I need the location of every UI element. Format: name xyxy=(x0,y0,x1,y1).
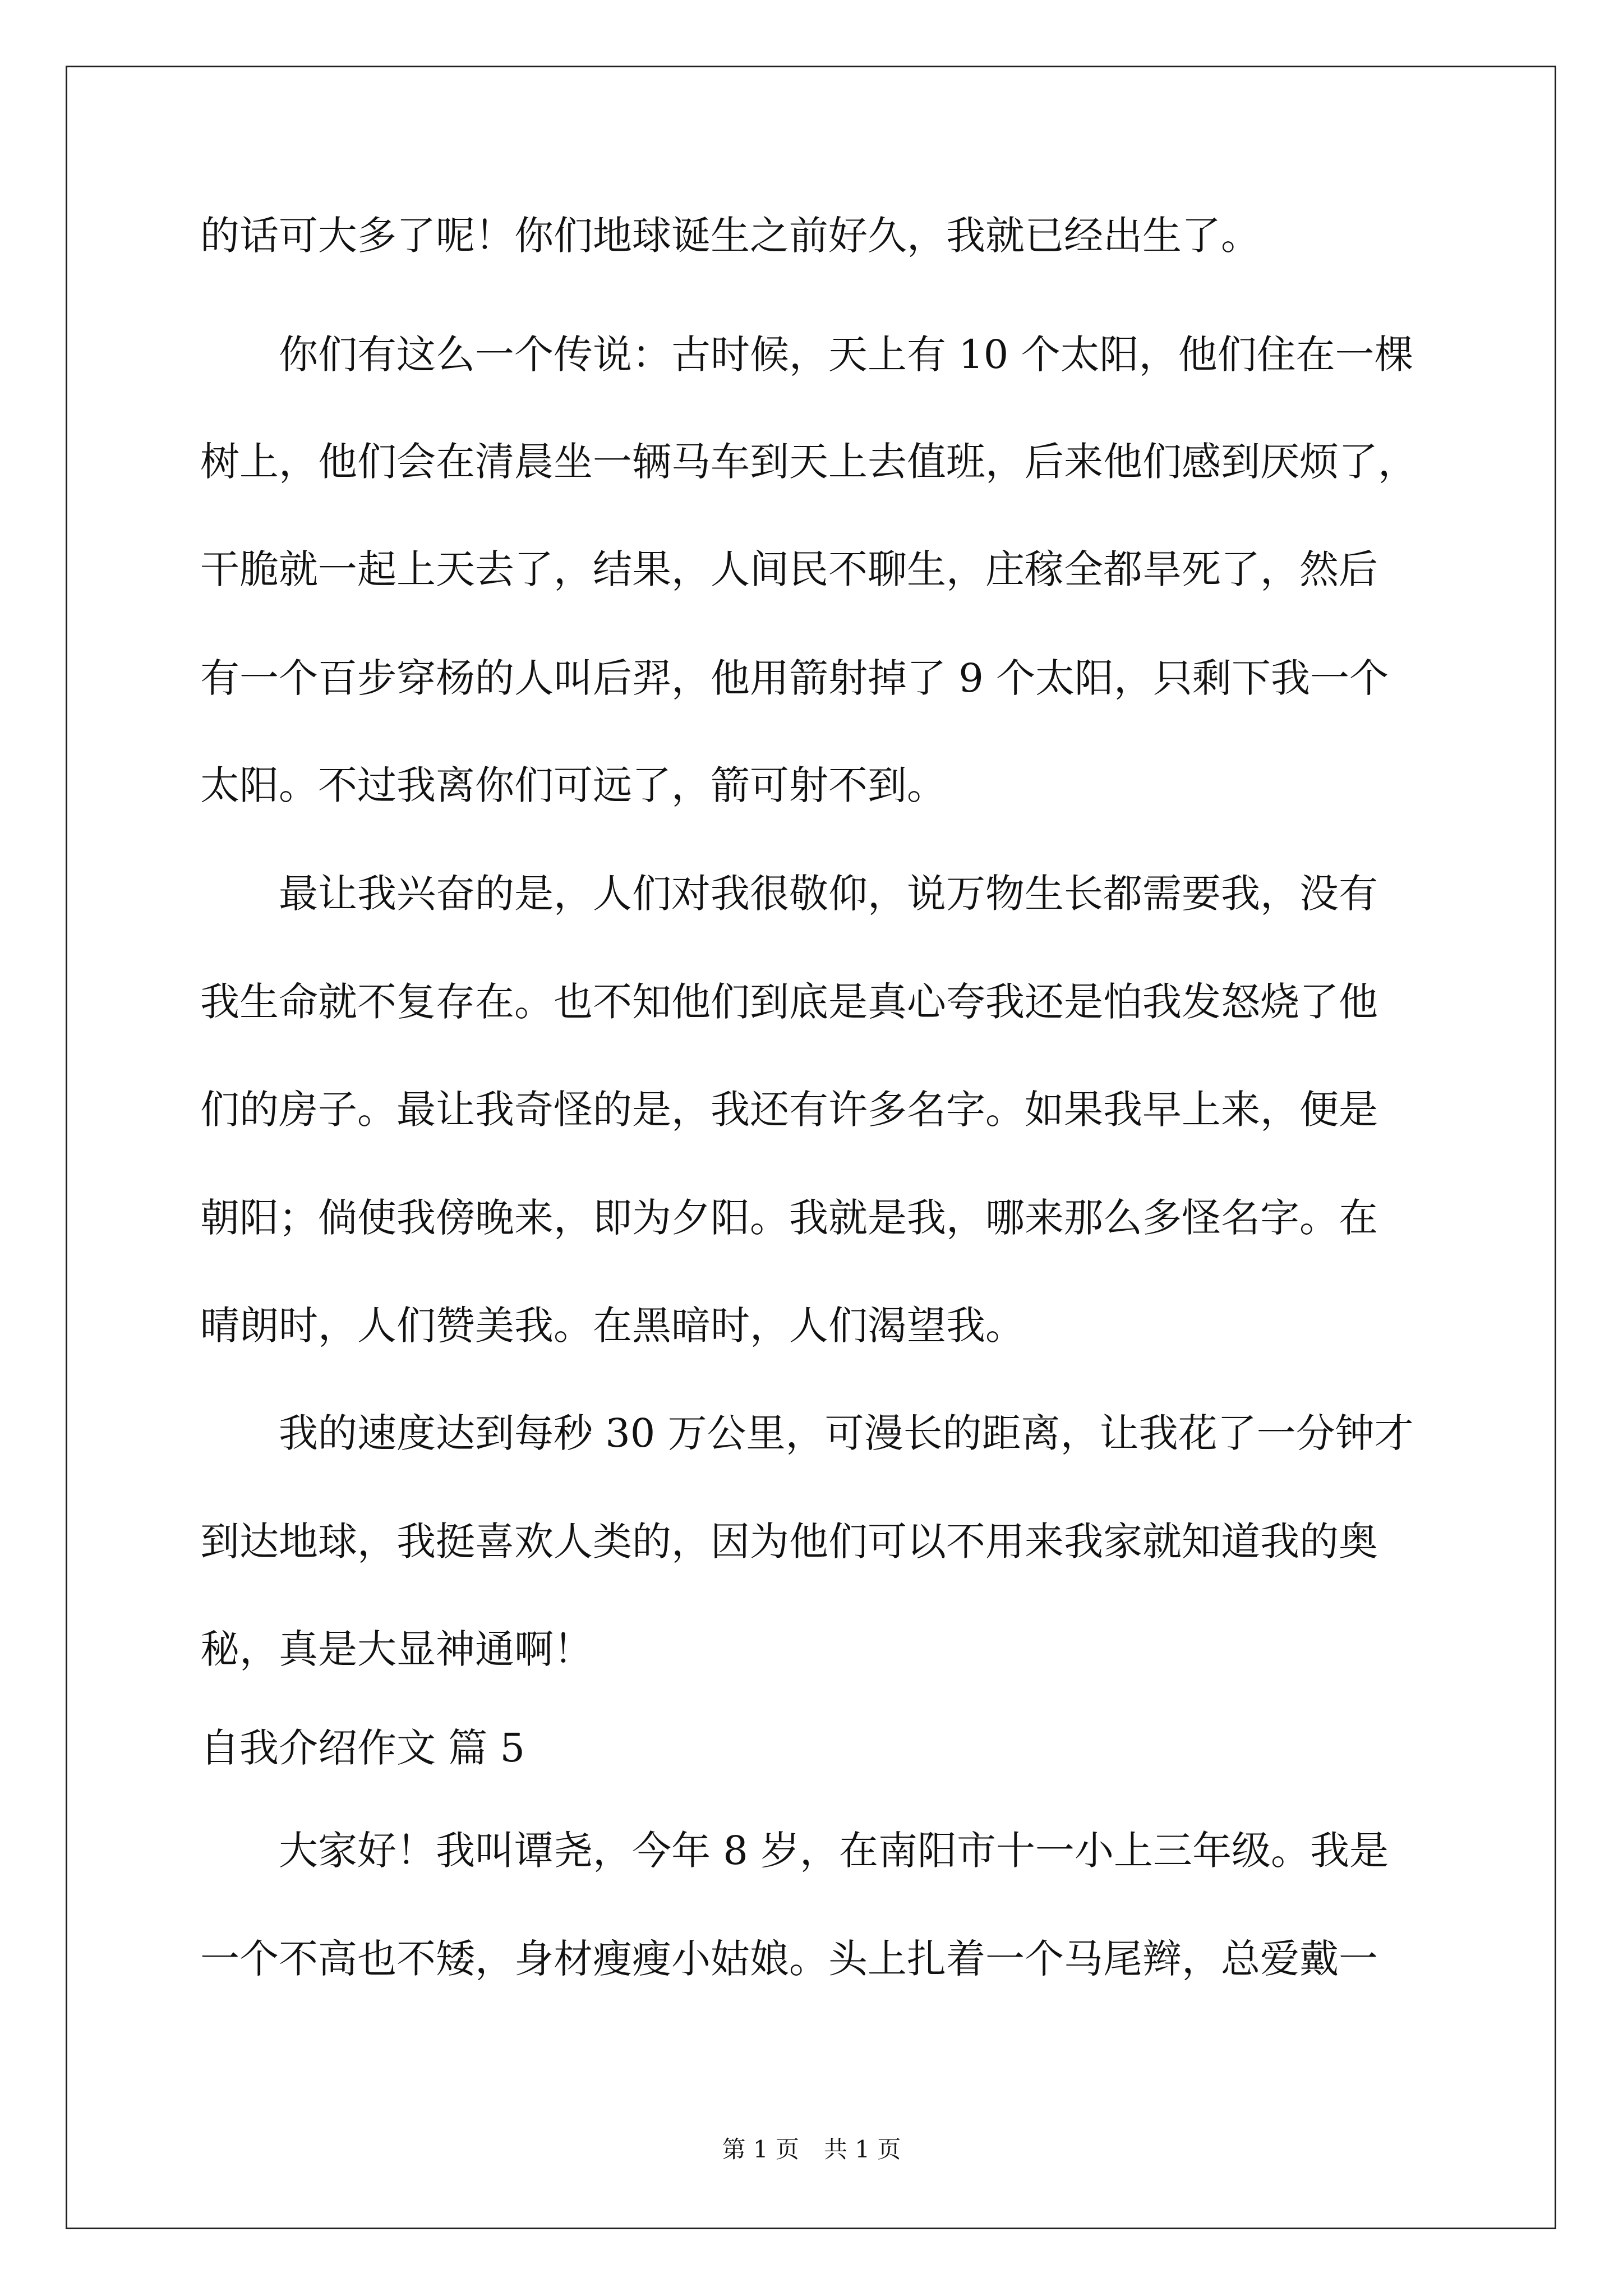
text-line: 到达地球，我挺喜欢人类的，因为他们可以不用来我家就知道我的奥 xyxy=(200,1519,1378,1565)
text-line: 我生命就不复存在。也不知他们到底是真心夸我还是怕我发怒烧了他 xyxy=(200,979,1378,1025)
text-line: 太阳。不过我离你们可远了，箭可射不到。 xyxy=(200,762,946,808)
paragraph-start-line: 我的速度达到每秒 30 万公里，可漫长的距离，让我花了一分钟才 xyxy=(200,1410,1414,1456)
page-border xyxy=(66,66,1556,2229)
text-line: 晴朗时，人们赞美我。在黑暗时，人们渴望我。 xyxy=(200,1303,1025,1349)
paragraph-start-line: 最让我兴奋的是，人们对我很敬仰，说万物生长都需要我，没有 xyxy=(200,871,1378,917)
text-line: 树上，他们会在清晨坐一辆马车到天上去值班，后来他们感到厌烦了， xyxy=(200,439,1417,485)
text-line: 的话可大多了呢！你们地球诞生之前好久，我就已经出生了。 xyxy=(200,213,1260,259)
page-total: 共 1 页 xyxy=(824,2136,901,2163)
text-line: 朝阳；倘使我傍晚来，即为夕阳。我就是我，哪来那么多怪名字。在 xyxy=(200,1195,1378,1241)
text-line: 秘，真是大显神通啊！ xyxy=(200,1626,593,1672)
text-line: 一个不高也不矮，身材瘦瘦小姑娘。头上扎着一个马尾辫，总爱戴一 xyxy=(200,1936,1378,1982)
page-number: 第 1 页 xyxy=(722,2136,799,2163)
text-line: 有一个百步穿杨的人叫后羿，他用箭射掉了 9 个太阳，只剩下我一个 xyxy=(200,655,1389,701)
text-line: 干脆就一起上天去了，结果，人间民不聊生，庄稼全都旱死了，然后 xyxy=(200,546,1378,592)
text-line: 们的房子。最让我奇怪的是，我还有许多名字。如果我早上来，便是 xyxy=(200,1087,1378,1133)
paragraph-start-line: 大家好！我叫谭尧，今年 8 岁，在南阳市十一小上三年级。我是 xyxy=(200,1828,1389,1874)
page-footer xyxy=(0,2133,1623,2166)
section-heading: 自我介绍作文 篇 5 xyxy=(200,1725,525,1771)
paragraph-start-line: 你们有这么一个传说：古时候，天上有 10 个太阳，他们住在一棵 xyxy=(200,332,1414,378)
